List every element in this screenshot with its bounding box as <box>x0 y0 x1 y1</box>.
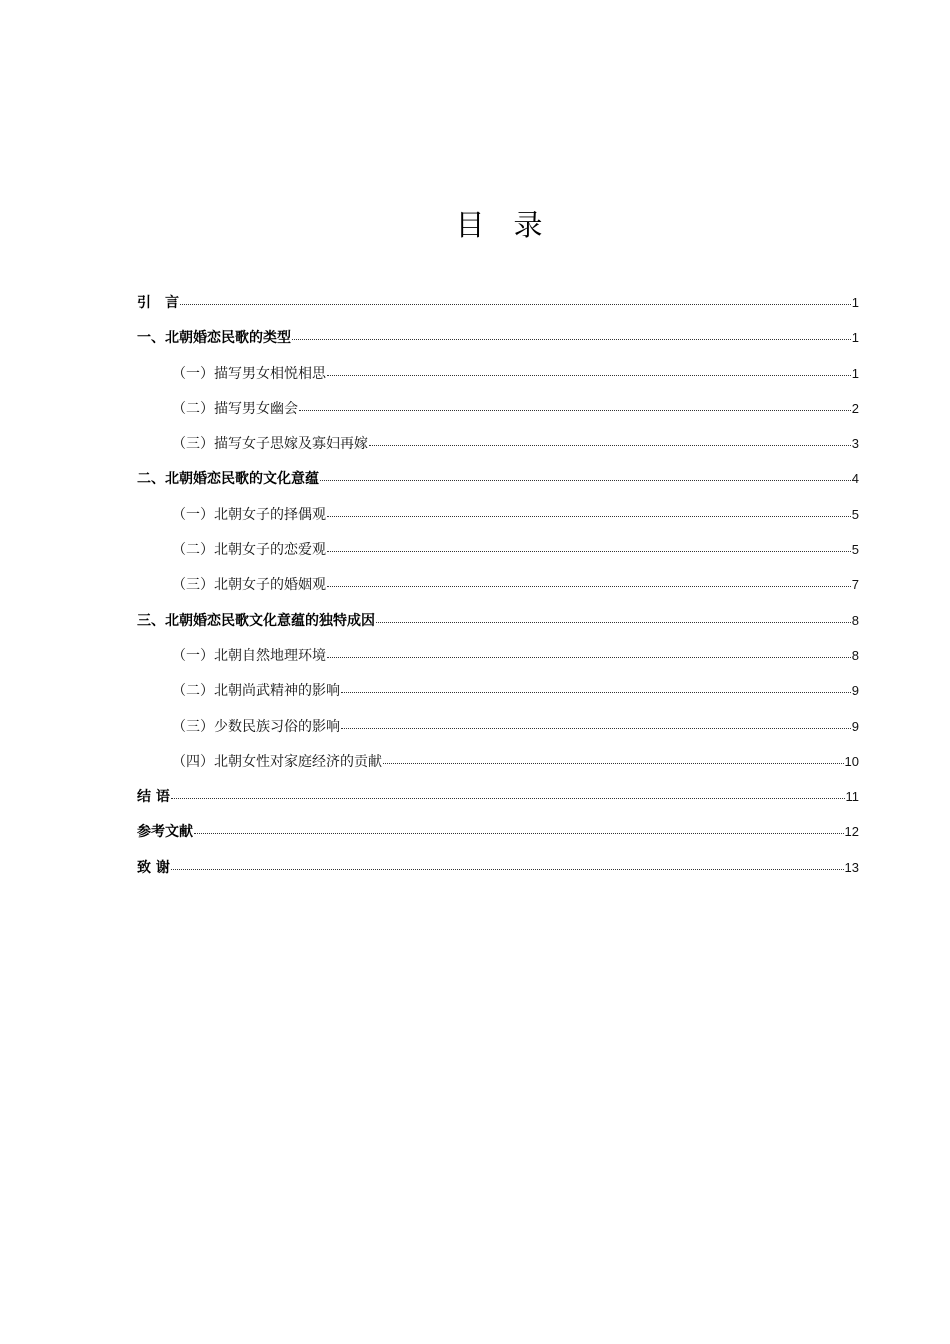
toc-entry-label: 致 谢 <box>137 859 170 876</box>
toc-entry-label: 参考文献 <box>137 824 193 841</box>
toc-entry-page: 5 <box>851 506 859 522</box>
toc-entry-page: 4 <box>851 471 859 487</box>
toc-entry-page: 7 <box>851 577 859 593</box>
dot-leader <box>320 480 851 481</box>
dot-leader <box>299 410 851 411</box>
toc-entry[interactable] <box>137 567 859 602</box>
toc-entry-label: （二）北朝尚武精神的影响 <box>172 683 340 700</box>
dot-leader <box>180 304 851 305</box>
toc-entry[interactable] <box>137 532 859 567</box>
dot-leader <box>327 586 851 587</box>
toc-entry[interactable] <box>137 779 859 814</box>
dot-leader <box>327 551 851 552</box>
toc-entry-label: 一、北朝婚恋民歌的类型 <box>137 330 291 347</box>
toc-entry-page: 8 <box>851 647 859 663</box>
toc-entry[interactable] <box>137 461 859 496</box>
toc-entry-label: （三）描写女子思嫁及寡妇再嫁 <box>172 436 368 453</box>
toc-entry-label: 三、北朝婚恋民歌文化意蕴的独特成因 <box>137 612 375 629</box>
toc-entry[interactable] <box>137 285 859 320</box>
dot-leader <box>369 445 851 446</box>
dot-leader <box>383 763 844 764</box>
toc-entry-label: （一）描写男女相悦相思 <box>172 365 326 382</box>
toc-entry[interactable] <box>137 744 859 779</box>
toc-entry-page: 9 <box>851 718 859 734</box>
toc-entry-page: 13 <box>844 859 859 875</box>
toc-entry[interactable] <box>137 673 859 708</box>
dot-leader <box>327 657 851 658</box>
toc-entry-label: 引 言 <box>137 295 179 311</box>
toc-title: 目 录 <box>455 208 543 242</box>
toc-entry[interactable] <box>137 391 859 426</box>
toc-entry[interactable] <box>137 426 859 461</box>
toc-entry-label: （四）北朝女性对家庭经济的贡献 <box>172 753 382 770</box>
dot-leader <box>292 339 851 340</box>
toc-entry-page: 10 <box>844 753 859 769</box>
toc-entry-label: 结 语 <box>137 789 170 806</box>
toc-entry-label: （一）北朝自然地理环境 <box>172 647 326 664</box>
toc-entry[interactable] <box>137 709 859 744</box>
toc-entry[interactable] <box>137 320 859 355</box>
toc-entry-page: 9 <box>851 683 859 699</box>
toc-entry-page: 8 <box>851 612 859 628</box>
toc-entry-page: 12 <box>844 824 859 840</box>
toc-entry-label: 二、北朝婚恋民歌的文化意蕴 <box>137 471 319 488</box>
dot-leader <box>327 375 851 376</box>
toc-entry[interactable] <box>137 603 859 638</box>
dot-leader <box>327 516 851 517</box>
toc-entry[interactable] <box>137 356 859 391</box>
toc-entry-label: （二）描写男女幽会 <box>172 400 298 417</box>
toc-entry-label: （一）北朝女子的择偶观 <box>172 506 326 523</box>
toc-entry-label: （三）北朝女子的婚姻观 <box>172 577 326 594</box>
toc-entry[interactable] <box>137 850 859 885</box>
toc-list <box>137 285 859 885</box>
toc-entry-page: 2 <box>851 400 859 416</box>
toc-entry-page: 1 <box>851 295 859 310</box>
dot-leader <box>341 728 851 729</box>
toc-entry-page: 11 <box>845 789 859 805</box>
toc-entry-page: 1 <box>851 330 859 346</box>
toc-entry[interactable] <box>137 638 859 673</box>
dot-leader <box>171 798 845 799</box>
toc-entry-page: 1 <box>851 365 859 381</box>
toc-entry-label: （三）少数民族习俗的影响 <box>172 718 340 735</box>
toc-entry[interactable] <box>137 814 859 849</box>
dot-leader <box>171 869 844 870</box>
toc-entry-page: 5 <box>851 542 859 558</box>
toc-entry-page: 3 <box>851 436 859 452</box>
toc-entry[interactable] <box>137 497 859 532</box>
dot-leader <box>194 833 844 834</box>
dot-leader <box>376 622 851 623</box>
toc-entry-label: （二）北朝女子的恋爱观 <box>172 542 326 559</box>
dot-leader <box>341 692 851 693</box>
